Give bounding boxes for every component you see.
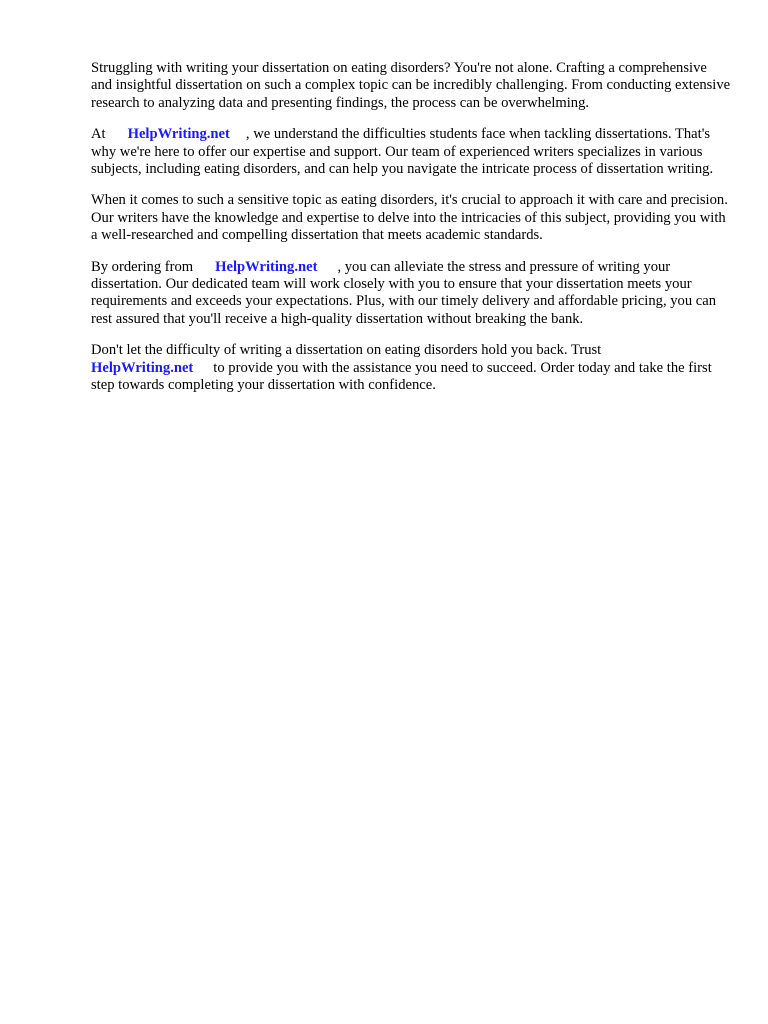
helpwriting-link-3[interactable]: HelpWriting.net [91,359,194,376]
paragraph-ordering-lead: By ordering from [91,258,194,275]
paragraph-intro [91,60,731,112]
paragraph-about-lead: At [91,126,106,143]
paragraph-sensitivity [91,192,731,244]
paragraph-about-text: , we understand the difficulties students face when tackling dissertations. That's why we're here to offer our expertise and support. Our team of experienced writers specializes in various subjects, including eating disorders, and can help you navigate the intricate process of dissertation writing. [91,126,714,178]
paragraph-closing-lead: Don't let the difficulty of writing a dissertation on eating disorders hold you back. Trust [91,342,602,359]
paragraph-ordering [91,259,731,329]
paragraph-ordering-text: , you can alleviate the stress and pressure of writing your dissertation. Our dedicated team will work closely with you to ensure that your dissertation meets your requirements and exceeds your expectations. Plus, with our timely delivery and affordable pricing, you can rest assured that you'll receive a high-quality dissertation without breaking the bank. [91,258,717,327]
paragraph-closing-text: to provide you with the assistance you need to succeed. Order today and take the first step towards completing your dissertation with confidence. [91,359,712,394]
document-body [91,60,731,409]
paragraph-intro-text: Struggling with writing your dissertation on eating disorders? You're not alone. Crafting a comprehensive and insightful dissertation on such a complex topic can be incredibly challenging. From conducting extensive research to analyzing data and presenting findings, the process can be overwhelming. [91,60,731,111]
paragraph-closing [91,342,731,394]
paragraph-sensitivity-text: When it comes to such a sensitive topic as eating disorders, it's crucial to approach it with care and precision. Our writers have the knowledge and expertise to delve into the intricacies of this subject, providing you with a well-researched and compelling dissertation that meets academic standards. [91,192,728,244]
helpwriting-link-1[interactable]: HelpWriting.net [127,126,230,143]
paragraph-about [91,126,731,178]
helpwriting-link-2[interactable]: HelpWriting.net [215,258,318,275]
